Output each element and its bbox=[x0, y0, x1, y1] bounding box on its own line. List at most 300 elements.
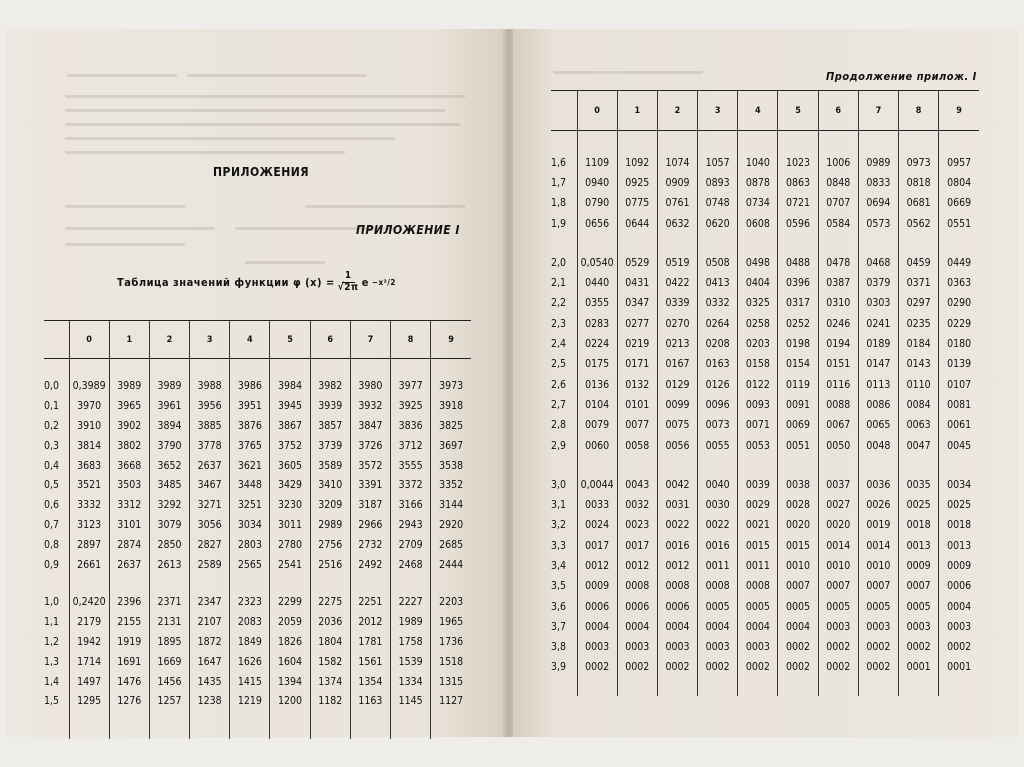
value-cell: 0132 bbox=[617, 374, 657, 394]
value-cell: 0002 bbox=[698, 657, 738, 677]
value-cell: 0008 bbox=[617, 576, 657, 596]
value-cell: 3961 bbox=[149, 396, 189, 416]
value-cell: 0096 bbox=[698, 395, 738, 415]
value-cell: 3485 bbox=[149, 475, 189, 495]
value-cell: 1334 bbox=[391, 672, 431, 692]
value-cell: 1919 bbox=[109, 632, 149, 652]
row-label: 1,5 bbox=[44, 695, 60, 708]
row-label: 0,4 bbox=[44, 459, 60, 472]
value-cell: 0002 bbox=[577, 657, 617, 677]
row-label: 1,0 bbox=[44, 596, 60, 609]
value-cell: 0084 bbox=[899, 395, 939, 415]
row-label: 0,8 bbox=[44, 538, 60, 551]
value-cell: 0022 bbox=[657, 515, 697, 535]
table-row bbox=[551, 193, 979, 213]
value-cell: 0024 bbox=[577, 515, 617, 535]
table-row bbox=[551, 173, 979, 193]
value-cell: 0290 bbox=[939, 293, 979, 313]
value-cell: 0002 bbox=[818, 657, 858, 677]
table-row bbox=[44, 495, 471, 515]
value-cell: 0016 bbox=[698, 536, 738, 556]
value-cell: 0644 bbox=[617, 213, 657, 233]
table-row bbox=[551, 657, 979, 677]
value-cell: 3956 bbox=[190, 396, 230, 416]
value-cell: 0129 bbox=[657, 374, 697, 394]
value-cell: 3668 bbox=[109, 456, 149, 476]
value-cell: 0283 bbox=[577, 314, 617, 334]
value-cell: 0007 bbox=[858, 576, 898, 596]
column-header: 3 bbox=[190, 321, 230, 359]
table-row bbox=[44, 672, 471, 692]
value-cell: 0139 bbox=[939, 354, 979, 374]
value-cell: 0009 bbox=[939, 556, 979, 576]
row-label: 1,9 bbox=[551, 217, 567, 230]
value-cell: 2155 bbox=[109, 612, 149, 632]
row-label: 1,4 bbox=[44, 675, 60, 688]
value-cell: 3980 bbox=[350, 377, 390, 397]
row-label: 1,7 bbox=[551, 176, 567, 189]
value-cell: 3572 bbox=[350, 456, 390, 476]
value-cell: 3825 bbox=[431, 416, 471, 436]
value-cell: 1182 bbox=[310, 691, 350, 711]
value-cell: 1257 bbox=[149, 691, 189, 711]
value-cell: 1456 bbox=[149, 672, 189, 692]
column-header: 2 bbox=[657, 91, 697, 131]
value-cell: 2589 bbox=[190, 555, 230, 575]
value-cell: 0008 bbox=[738, 576, 778, 596]
right-value-table bbox=[551, 90, 979, 696]
value-cell: 0379 bbox=[858, 273, 898, 293]
value-cell: 0184 bbox=[899, 334, 939, 354]
value-cell: 3712 bbox=[391, 436, 431, 456]
value-cell: 0006 bbox=[577, 596, 617, 616]
value-cell: 1604 bbox=[270, 652, 310, 672]
header-corner bbox=[551, 91, 577, 131]
value-cell: 0833 bbox=[858, 173, 898, 193]
value-cell: 0224 bbox=[577, 334, 617, 354]
table-row bbox=[551, 556, 979, 576]
value-cell: 0396 bbox=[778, 273, 818, 293]
value-cell: 0042 bbox=[657, 475, 697, 495]
value-cell: 1109 bbox=[577, 153, 617, 173]
value-cell: 0529 bbox=[617, 253, 657, 273]
column-header: 0 bbox=[69, 321, 109, 359]
value-cell: 0488 bbox=[778, 253, 818, 273]
value-cell: 2874 bbox=[109, 535, 149, 555]
value-cell: 0093 bbox=[738, 395, 778, 415]
value-cell: 0229 bbox=[939, 314, 979, 334]
value-cell: 3765 bbox=[230, 436, 270, 456]
value-cell: 3932 bbox=[350, 396, 390, 416]
value-cell: 0025 bbox=[939, 495, 979, 515]
value-cell: 0055 bbox=[698, 435, 738, 455]
value-cell: 1145 bbox=[391, 691, 431, 711]
value-cell: 0029 bbox=[738, 495, 778, 515]
value-cell: 2179 bbox=[69, 612, 109, 632]
value-cell: 1023 bbox=[778, 153, 818, 173]
column-header: 7 bbox=[858, 91, 898, 131]
value-cell: 1518 bbox=[431, 652, 471, 672]
row-label: 0,6 bbox=[44, 499, 60, 512]
value-cell: 0154 bbox=[778, 354, 818, 374]
row-label: 2,1 bbox=[551, 277, 567, 290]
value-cell: 0270 bbox=[657, 314, 697, 334]
value-cell: 0003 bbox=[577, 637, 617, 657]
value-cell: 3910 bbox=[69, 416, 109, 436]
value-cell: 0077 bbox=[617, 415, 657, 435]
value-cell: 3683 bbox=[69, 456, 109, 476]
value-cell: 1497 bbox=[69, 672, 109, 692]
value-cell: 2565 bbox=[230, 555, 270, 575]
value-cell: 0264 bbox=[698, 314, 738, 334]
value-cell: 0051 bbox=[778, 435, 818, 455]
value-cell: 0790 bbox=[577, 193, 617, 213]
value-cell: 0014 bbox=[858, 536, 898, 556]
value-cell: 2131 bbox=[149, 612, 189, 632]
value-cell: 0694 bbox=[858, 193, 898, 213]
value-cell: 2709 bbox=[391, 535, 431, 555]
value-cell: 1895 bbox=[149, 632, 189, 652]
value-cell: 3410 bbox=[310, 475, 350, 495]
row-label: 2,9 bbox=[551, 439, 567, 452]
value-cell: 0,0044 bbox=[577, 475, 617, 495]
value-cell: 3989 bbox=[149, 377, 189, 397]
value-cell: 0478 bbox=[818, 253, 858, 273]
value-cell: 2920 bbox=[431, 515, 471, 535]
value-cell: 0422 bbox=[657, 273, 697, 293]
value-cell: 2299 bbox=[270, 592, 310, 612]
value-cell: 0258 bbox=[738, 314, 778, 334]
value-cell: 0005 bbox=[738, 596, 778, 616]
value-cell: 0002 bbox=[738, 657, 778, 677]
value-cell: 1539 bbox=[391, 652, 431, 672]
value-cell: 0180 bbox=[939, 334, 979, 354]
value-cell: 0387 bbox=[818, 273, 858, 293]
value-cell: 2492 bbox=[350, 555, 390, 575]
column-header: 5 bbox=[270, 321, 310, 359]
value-cell: 0088 bbox=[818, 395, 858, 415]
value-cell: 0,3989 bbox=[69, 377, 109, 397]
value-cell: 2780 bbox=[270, 535, 310, 555]
value-cell: 0073 bbox=[698, 415, 738, 435]
value-cell: 0038 bbox=[778, 475, 818, 495]
value-cell: 0004 bbox=[778, 617, 818, 637]
column-header: 6 bbox=[310, 321, 350, 359]
value-cell: 0025 bbox=[899, 495, 939, 515]
formula-denominator: √2π bbox=[337, 281, 359, 293]
value-cell: 0006 bbox=[939, 576, 979, 596]
value-cell: 0086 bbox=[858, 395, 898, 415]
value-cell: 0863 bbox=[778, 173, 818, 193]
table-row bbox=[44, 515, 471, 535]
value-cell: 0071 bbox=[738, 415, 778, 435]
value-cell: 1127 bbox=[431, 691, 471, 711]
column-header: 7 bbox=[350, 321, 390, 359]
value-cell: 0171 bbox=[617, 354, 657, 374]
value-cell: 0734 bbox=[738, 193, 778, 213]
value-cell: 0459 bbox=[899, 253, 939, 273]
value-cell: 2107 bbox=[190, 612, 230, 632]
value-cell: 0018 bbox=[939, 515, 979, 535]
value-cell: 0009 bbox=[899, 556, 939, 576]
value-cell: 0036 bbox=[858, 475, 898, 495]
row-label: 0,0 bbox=[44, 380, 60, 393]
table-row bbox=[44, 436, 471, 456]
value-cell: 0060 bbox=[577, 435, 617, 455]
appendices-title: ПРИЛОЖЕНИЯ bbox=[213, 165, 310, 179]
value-cell: 0007 bbox=[778, 576, 818, 596]
value-cell: 0573 bbox=[858, 213, 898, 233]
value-cell: 2275 bbox=[310, 592, 350, 612]
value-cell: 2989 bbox=[310, 515, 350, 535]
column-header: 0 bbox=[577, 91, 617, 131]
value-cell: 0198 bbox=[778, 334, 818, 354]
value-cell: 3621 bbox=[230, 456, 270, 476]
value-cell: 3538 bbox=[431, 456, 471, 476]
value-cell: 0005 bbox=[899, 596, 939, 616]
value-cell: 0297 bbox=[899, 293, 939, 313]
value-cell: 3605 bbox=[270, 456, 310, 476]
value-cell: 0136 bbox=[577, 374, 617, 394]
table-row bbox=[551, 475, 979, 495]
column-header: 9 bbox=[431, 321, 471, 359]
table-row bbox=[44, 691, 471, 711]
value-cell: 2083 bbox=[230, 612, 270, 632]
table-row bbox=[551, 314, 979, 334]
value-cell: 0925 bbox=[617, 173, 657, 193]
table-row bbox=[551, 293, 979, 313]
value-cell: 3984 bbox=[270, 377, 310, 397]
column-header: 5 bbox=[778, 91, 818, 131]
table-row bbox=[551, 495, 979, 515]
value-cell: 0551 bbox=[939, 213, 979, 233]
value-cell: 1219 bbox=[230, 691, 270, 711]
value-cell: 0003 bbox=[738, 637, 778, 657]
row-label: 0,9 bbox=[44, 558, 60, 571]
value-cell: 0016 bbox=[657, 536, 697, 556]
value-cell: 0007 bbox=[818, 576, 858, 596]
value-cell: 3726 bbox=[350, 436, 390, 456]
value-cell: 0007 bbox=[899, 576, 939, 596]
value-cell: 0004 bbox=[617, 617, 657, 637]
value-cell: 3144 bbox=[431, 495, 471, 515]
value-cell: 0468 bbox=[858, 253, 898, 273]
row-label: 2,3 bbox=[551, 317, 567, 330]
value-cell: 2323 bbox=[230, 592, 270, 612]
value-cell: 0004 bbox=[738, 617, 778, 637]
value-cell: 0562 bbox=[899, 213, 939, 233]
value-cell: 0339 bbox=[657, 293, 697, 313]
value-cell: 0020 bbox=[778, 515, 818, 535]
value-cell: 1561 bbox=[350, 652, 390, 672]
value-cell: 0017 bbox=[577, 536, 617, 556]
value-cell: 3352 bbox=[431, 475, 471, 495]
value-cell: 0013 bbox=[939, 536, 979, 556]
value-cell: 0,0540 bbox=[577, 253, 617, 273]
table-row bbox=[551, 213, 979, 233]
table-row bbox=[551, 515, 979, 535]
density-formula bbox=[293, 271, 396, 293]
value-cell: 0252 bbox=[778, 314, 818, 334]
value-cell: 2756 bbox=[310, 535, 350, 555]
value-cell: 0303 bbox=[858, 293, 898, 313]
value-cell: 0147 bbox=[858, 354, 898, 374]
value-cell: 0053 bbox=[738, 435, 778, 455]
value-cell: 0,2420 bbox=[69, 592, 109, 612]
value-cell: 0058 bbox=[617, 435, 657, 455]
value-cell: 1626 bbox=[230, 652, 270, 672]
value-cell: 2732 bbox=[350, 535, 390, 555]
value-cell: 1315 bbox=[431, 672, 471, 692]
table-row bbox=[551, 334, 979, 354]
value-cell: 0030 bbox=[698, 495, 738, 515]
value-cell: 0989 bbox=[858, 153, 898, 173]
table-caption bbox=[117, 271, 396, 293]
value-cell: 0804 bbox=[939, 173, 979, 193]
value-cell: 1276 bbox=[109, 691, 149, 711]
row-label: 0,1 bbox=[44, 400, 60, 413]
value-cell: 3011 bbox=[270, 515, 310, 535]
value-cell: 0008 bbox=[657, 576, 697, 596]
value-cell: 2637 bbox=[109, 555, 149, 575]
value-cell: 0413 bbox=[698, 273, 738, 293]
row-label: 1,1 bbox=[44, 616, 60, 629]
value-cell: 1647 bbox=[190, 652, 230, 672]
appendix-heading: ПРИЛОЖЕНИЕ I bbox=[356, 223, 460, 237]
value-cell: 0027 bbox=[818, 495, 858, 515]
table-row bbox=[44, 456, 471, 476]
value-cell: 0620 bbox=[698, 213, 738, 233]
value-cell: 0113 bbox=[858, 374, 898, 394]
table-row bbox=[551, 253, 979, 273]
value-cell: 3166 bbox=[391, 495, 431, 515]
value-cell: 0005 bbox=[818, 596, 858, 616]
table-row bbox=[551, 435, 979, 455]
value-cell: 3101 bbox=[109, 515, 149, 535]
value-cell: 0005 bbox=[858, 596, 898, 616]
value-cell: 3448 bbox=[230, 475, 270, 495]
row-label: 2,7 bbox=[551, 398, 567, 411]
table-row bbox=[551, 273, 979, 293]
value-cell: 0235 bbox=[899, 314, 939, 334]
value-cell: 0119 bbox=[778, 374, 818, 394]
value-cell: 0032 bbox=[617, 495, 657, 515]
value-cell: 2897 bbox=[69, 535, 109, 555]
value-cell: 0175 bbox=[577, 354, 617, 374]
value-cell: 0081 bbox=[939, 395, 979, 415]
value-cell: 2347 bbox=[190, 592, 230, 612]
value-cell: 1200 bbox=[270, 691, 310, 711]
value-cell: 0022 bbox=[698, 515, 738, 535]
value-cell: 2803 bbox=[230, 535, 270, 555]
table-row bbox=[44, 632, 471, 652]
value-cell: 3521 bbox=[69, 475, 109, 495]
value-cell: 0037 bbox=[818, 475, 858, 495]
value-cell: 0021 bbox=[738, 515, 778, 535]
value-cell: 0001 bbox=[939, 657, 979, 677]
value-cell: 0498 bbox=[738, 253, 778, 273]
value-cell: 2613 bbox=[149, 555, 189, 575]
value-cell: 3739 bbox=[310, 436, 350, 456]
value-cell: 3876 bbox=[230, 416, 270, 436]
value-cell: 1736 bbox=[431, 632, 471, 652]
table-row bbox=[551, 637, 979, 657]
value-cell: 0246 bbox=[818, 314, 858, 334]
value-cell: 0707 bbox=[818, 193, 858, 213]
value-cell: 1826 bbox=[270, 632, 310, 652]
value-cell: 0047 bbox=[899, 435, 939, 455]
row-label: 3,8 bbox=[551, 641, 567, 654]
value-cell: 0063 bbox=[899, 415, 939, 435]
value-cell: 2396 bbox=[109, 592, 149, 612]
row-label: 1,3 bbox=[44, 655, 60, 668]
table-row bbox=[551, 415, 979, 435]
row-label: 2,4 bbox=[551, 338, 567, 351]
value-cell: 0104 bbox=[577, 395, 617, 415]
column-header: 8 bbox=[391, 321, 431, 359]
value-cell: 0026 bbox=[858, 495, 898, 515]
value-cell: 0431 bbox=[617, 273, 657, 293]
value-cell: 3589 bbox=[310, 456, 350, 476]
value-cell: 0002 bbox=[818, 637, 858, 657]
value-cell: 0775 bbox=[617, 193, 657, 213]
value-cell: 0017 bbox=[617, 536, 657, 556]
table-row bbox=[551, 153, 979, 173]
value-cell: 1582 bbox=[310, 652, 350, 672]
value-cell: 3951 bbox=[230, 396, 270, 416]
column-header: 6 bbox=[818, 91, 858, 131]
table-row bbox=[551, 617, 979, 637]
value-cell: 0404 bbox=[738, 273, 778, 293]
column-header: 3 bbox=[698, 91, 738, 131]
value-cell: 0002 bbox=[939, 637, 979, 657]
value-cell: 0035 bbox=[899, 475, 939, 495]
value-cell: 1804 bbox=[310, 632, 350, 652]
table-row bbox=[44, 475, 471, 495]
value-cell: 0003 bbox=[617, 637, 657, 657]
value-cell: 0158 bbox=[738, 354, 778, 374]
value-cell: 2012 bbox=[350, 612, 390, 632]
row-label: 3,9 bbox=[551, 661, 567, 674]
header-corner bbox=[44, 321, 69, 359]
value-cell: 0277 bbox=[617, 314, 657, 334]
table-row bbox=[551, 395, 979, 415]
value-cell: 0189 bbox=[858, 334, 898, 354]
value-cell: 0010 bbox=[778, 556, 818, 576]
value-cell: 0056 bbox=[657, 435, 697, 455]
value-cell: 0003 bbox=[818, 617, 858, 637]
row-label: 1,2 bbox=[44, 635, 60, 648]
value-cell: 3312 bbox=[109, 495, 149, 515]
value-cell: 3778 bbox=[190, 436, 230, 456]
value-cell: 3123 bbox=[69, 515, 109, 535]
formula-lhs: φ (x) = bbox=[292, 275, 335, 289]
table-row bbox=[44, 555, 471, 575]
value-cell: 0065 bbox=[858, 415, 898, 435]
value-cell: 0061 bbox=[939, 415, 979, 435]
column-header: 4 bbox=[738, 91, 778, 131]
value-cell: 1781 bbox=[350, 632, 390, 652]
value-cell: 0002 bbox=[858, 637, 898, 657]
value-cell: 0040 bbox=[698, 475, 738, 495]
row-label: 1,6 bbox=[551, 156, 567, 169]
value-cell: 3939 bbox=[310, 396, 350, 416]
value-cell: 0310 bbox=[818, 293, 858, 313]
value-cell: 2203 bbox=[431, 592, 471, 612]
value-cell: 0818 bbox=[899, 173, 939, 193]
value-cell: 0596 bbox=[778, 213, 818, 233]
value-cell: 1074 bbox=[657, 153, 697, 173]
